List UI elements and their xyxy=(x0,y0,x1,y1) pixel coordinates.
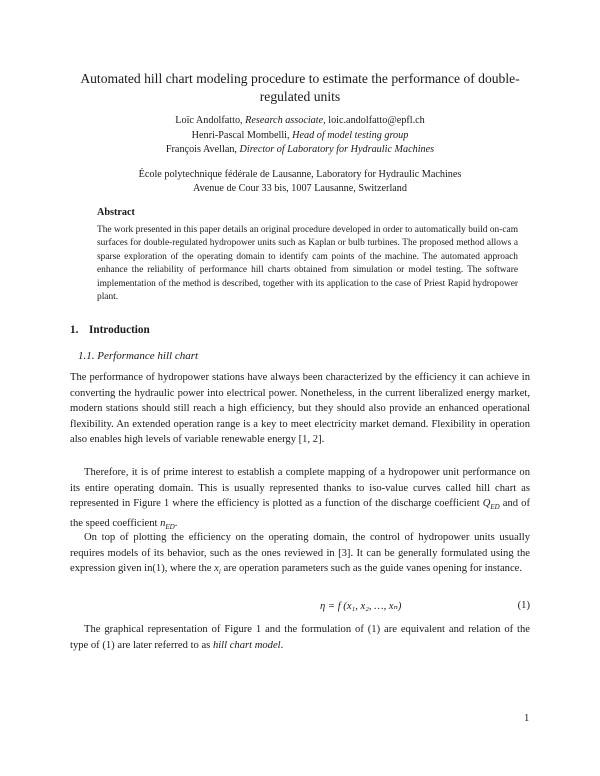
author-role: Director of Laboratory for Hydraulic Machines xyxy=(239,144,435,155)
author-line xyxy=(62,114,538,129)
section-title: Introduction xyxy=(89,324,150,336)
paragraph-text: The performance of hydropower stations have always been characterized by the efficiency it can achieve in converting the hydraulic power into electrical power. Nonetheless, in the current liberalized energy market, modern stations should still reach a high efficiency, but they should also provide an enhanced operational flexibility. An extended operation range is a key to meet electricity market demand. Flexibility in operation also enables high levels of variable renewable energy [1, 2]. xyxy=(70,372,530,446)
section-heading xyxy=(70,324,150,336)
author-email[interactable]: loic.andolfatto@epfl.ch xyxy=(328,115,425,126)
abstract-heading: Abstract xyxy=(97,207,135,218)
text-run: The graphical representation of Figure 1 and the formulation of (1) are equivalent and relation of the type of (1) are later referred to as xyxy=(70,624,530,651)
emphasis: hill chart model xyxy=(212,639,281,651)
equation-1 xyxy=(70,600,530,616)
author-name: Loïc Andolfatto, xyxy=(175,115,246,126)
author-line xyxy=(62,143,538,158)
page-number: 1 xyxy=(524,713,530,724)
text-run: . xyxy=(280,639,284,651)
math-symbol xyxy=(160,518,175,529)
text-run: On top of plotting the efficiency on the operating domain, the control of hydropower units usually requires models of its behavior, such as the ones reviewed in [3]. It can be generally formulated using the expression given in(1), where the xyxy=(70,532,530,575)
author-name: François Avellan, xyxy=(165,144,240,155)
equation-label: (1) xyxy=(517,600,530,611)
paragraph-1 xyxy=(70,370,530,448)
separator: , xyxy=(323,115,329,126)
subsection-heading: 1.1. Performance hill chart xyxy=(78,350,199,362)
paragraph-text xyxy=(70,530,530,581)
paragraph-text xyxy=(70,622,530,653)
text-run: are operation parameters such as the guide vanes opening for instance. xyxy=(220,563,523,575)
symbol: n xyxy=(160,517,166,529)
author-name: Henri-Pascal Mombelli, xyxy=(191,129,293,141)
subscript: ED xyxy=(165,523,175,531)
equation-expression: η = f (x₁, x₂, …, xₙ) xyxy=(320,601,402,612)
symbol: x xyxy=(214,563,219,575)
affiliation-institution: École polytechnique fédérale de Lausanne, Laboratory for Hydraulic Machines xyxy=(138,169,462,180)
subscript: i xyxy=(218,568,221,577)
symbol: Q xyxy=(482,498,491,510)
paragraph-3 xyxy=(70,530,530,581)
paragraph-text xyxy=(70,465,530,536)
affiliation xyxy=(62,168,538,195)
paper-title: Automated hill chart modeling procedure to estimate the performance of double-regulated units xyxy=(80,71,520,104)
author-role: Research associate xyxy=(245,115,324,126)
author-list xyxy=(62,114,538,158)
math-symbol xyxy=(214,563,221,577)
section-number: 1. xyxy=(70,324,79,336)
author-role: Head of model testing group xyxy=(292,129,409,141)
abstract-text: The work presented in this paper details an original procedure developed in order to automatically build on-cam surfaces for double-regulated hydropower units such as Kaplan or bulb turbines. The proposed method allows a sparse exploration of the operating domain to identify cam points of the machine. The automated approach enhance the reliability of performance hill charts obtained from simulation or model testing. The software implementation of the method is described, together with its application to the case of Priest Rapid hydropower plant. xyxy=(97,225,518,303)
math-symbol xyxy=(482,498,500,512)
paragraph-4 xyxy=(70,622,530,653)
text-run: Therefore, it is of prime interest to establish a complete mapping of a hydropower unit performance on its entire operating domain. This is usually represented thanks to iso-value curves called hill chart as represented in Figure 1 where the efficiency is plotted as a function of the discharge coefficient xyxy=(70,467,530,510)
text-run: . xyxy=(174,517,178,529)
text-run: and of the speed coefficient xyxy=(70,498,530,529)
author-line xyxy=(62,129,538,144)
affiliation-address: Avenue de Cour 33 bis, 1007 Lausanne, Switzerland xyxy=(193,182,407,194)
subscript: ED xyxy=(490,503,500,512)
paragraph-2 xyxy=(70,465,530,536)
